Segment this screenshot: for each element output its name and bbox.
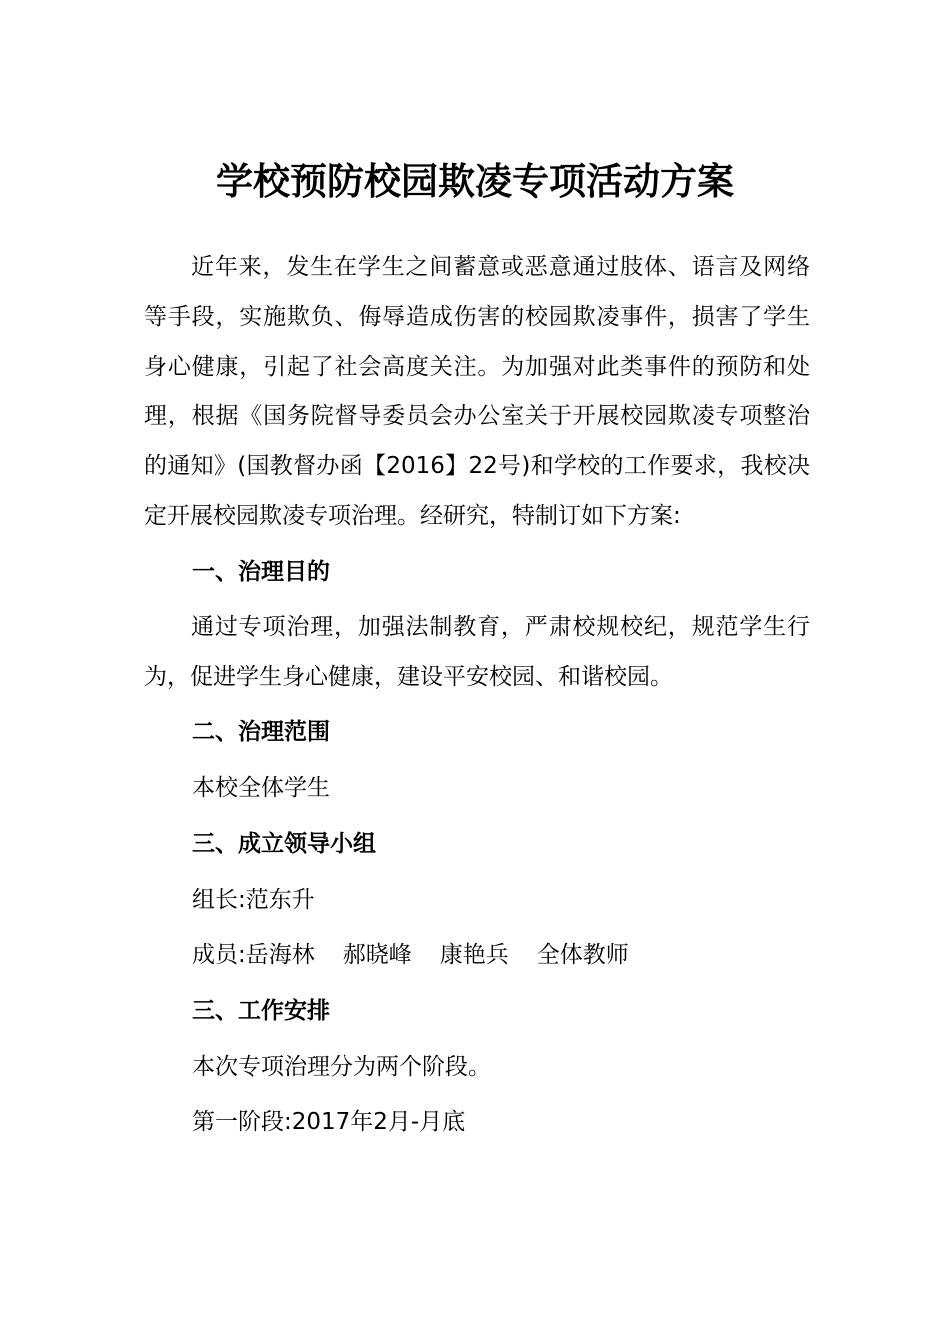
member-name: 全体教师 [536, 942, 629, 968]
intro-paragraph: 近年来，发生在学生之间蓄意或恶意通过肢体、语言及网络等手段，实施欺负、侮辱造成伤害的校园欺凌事件，损害了学生身心健康，引起了社会高度关注。为加强对此类事件的预防和处理，根据《国务院督导委员会办公室关于开展校园欺凌专项整治的通知》(国教督办函【2016】22号)和学校的工作要求，我校决定开展校园欺凌专项治理。经研究，特制订如下方案: [144, 254, 810, 529]
section-1-body: 通过专项治理，加强法制教育，严肃校规校纪，规范学生行为，促进学生身心健康，建设平安校园、和谐校园。 [144, 614, 810, 690]
phase-1-line: 第一阶段:2017年2月-月底 [192, 1109, 466, 1135]
member-name: 康艳兵 [439, 942, 509, 968]
member-name: 郝晓峰 [342, 942, 412, 968]
section-2-heading: 二、治理范围 [192, 719, 330, 745]
document-title: 学校预防校园欺凌专项活动方案 [216, 160, 734, 203]
section-4-heading: 三、工作安排 [192, 998, 330, 1024]
section-4-body: 本次专项治理分为两个阶段。 [192, 1054, 491, 1080]
members-line [192, 939, 629, 971]
section-3-heading: 三、成立领导小组 [192, 831, 376, 857]
section-2-body: 本校全体学生 [192, 775, 330, 801]
leader-line: 组长:范东升 [192, 887, 315, 913]
members-label: 成员: [192, 942, 246, 968]
member-name: 岳海林 [245, 942, 315, 968]
section-1-heading: 一、治理目的 [192, 559, 330, 585]
